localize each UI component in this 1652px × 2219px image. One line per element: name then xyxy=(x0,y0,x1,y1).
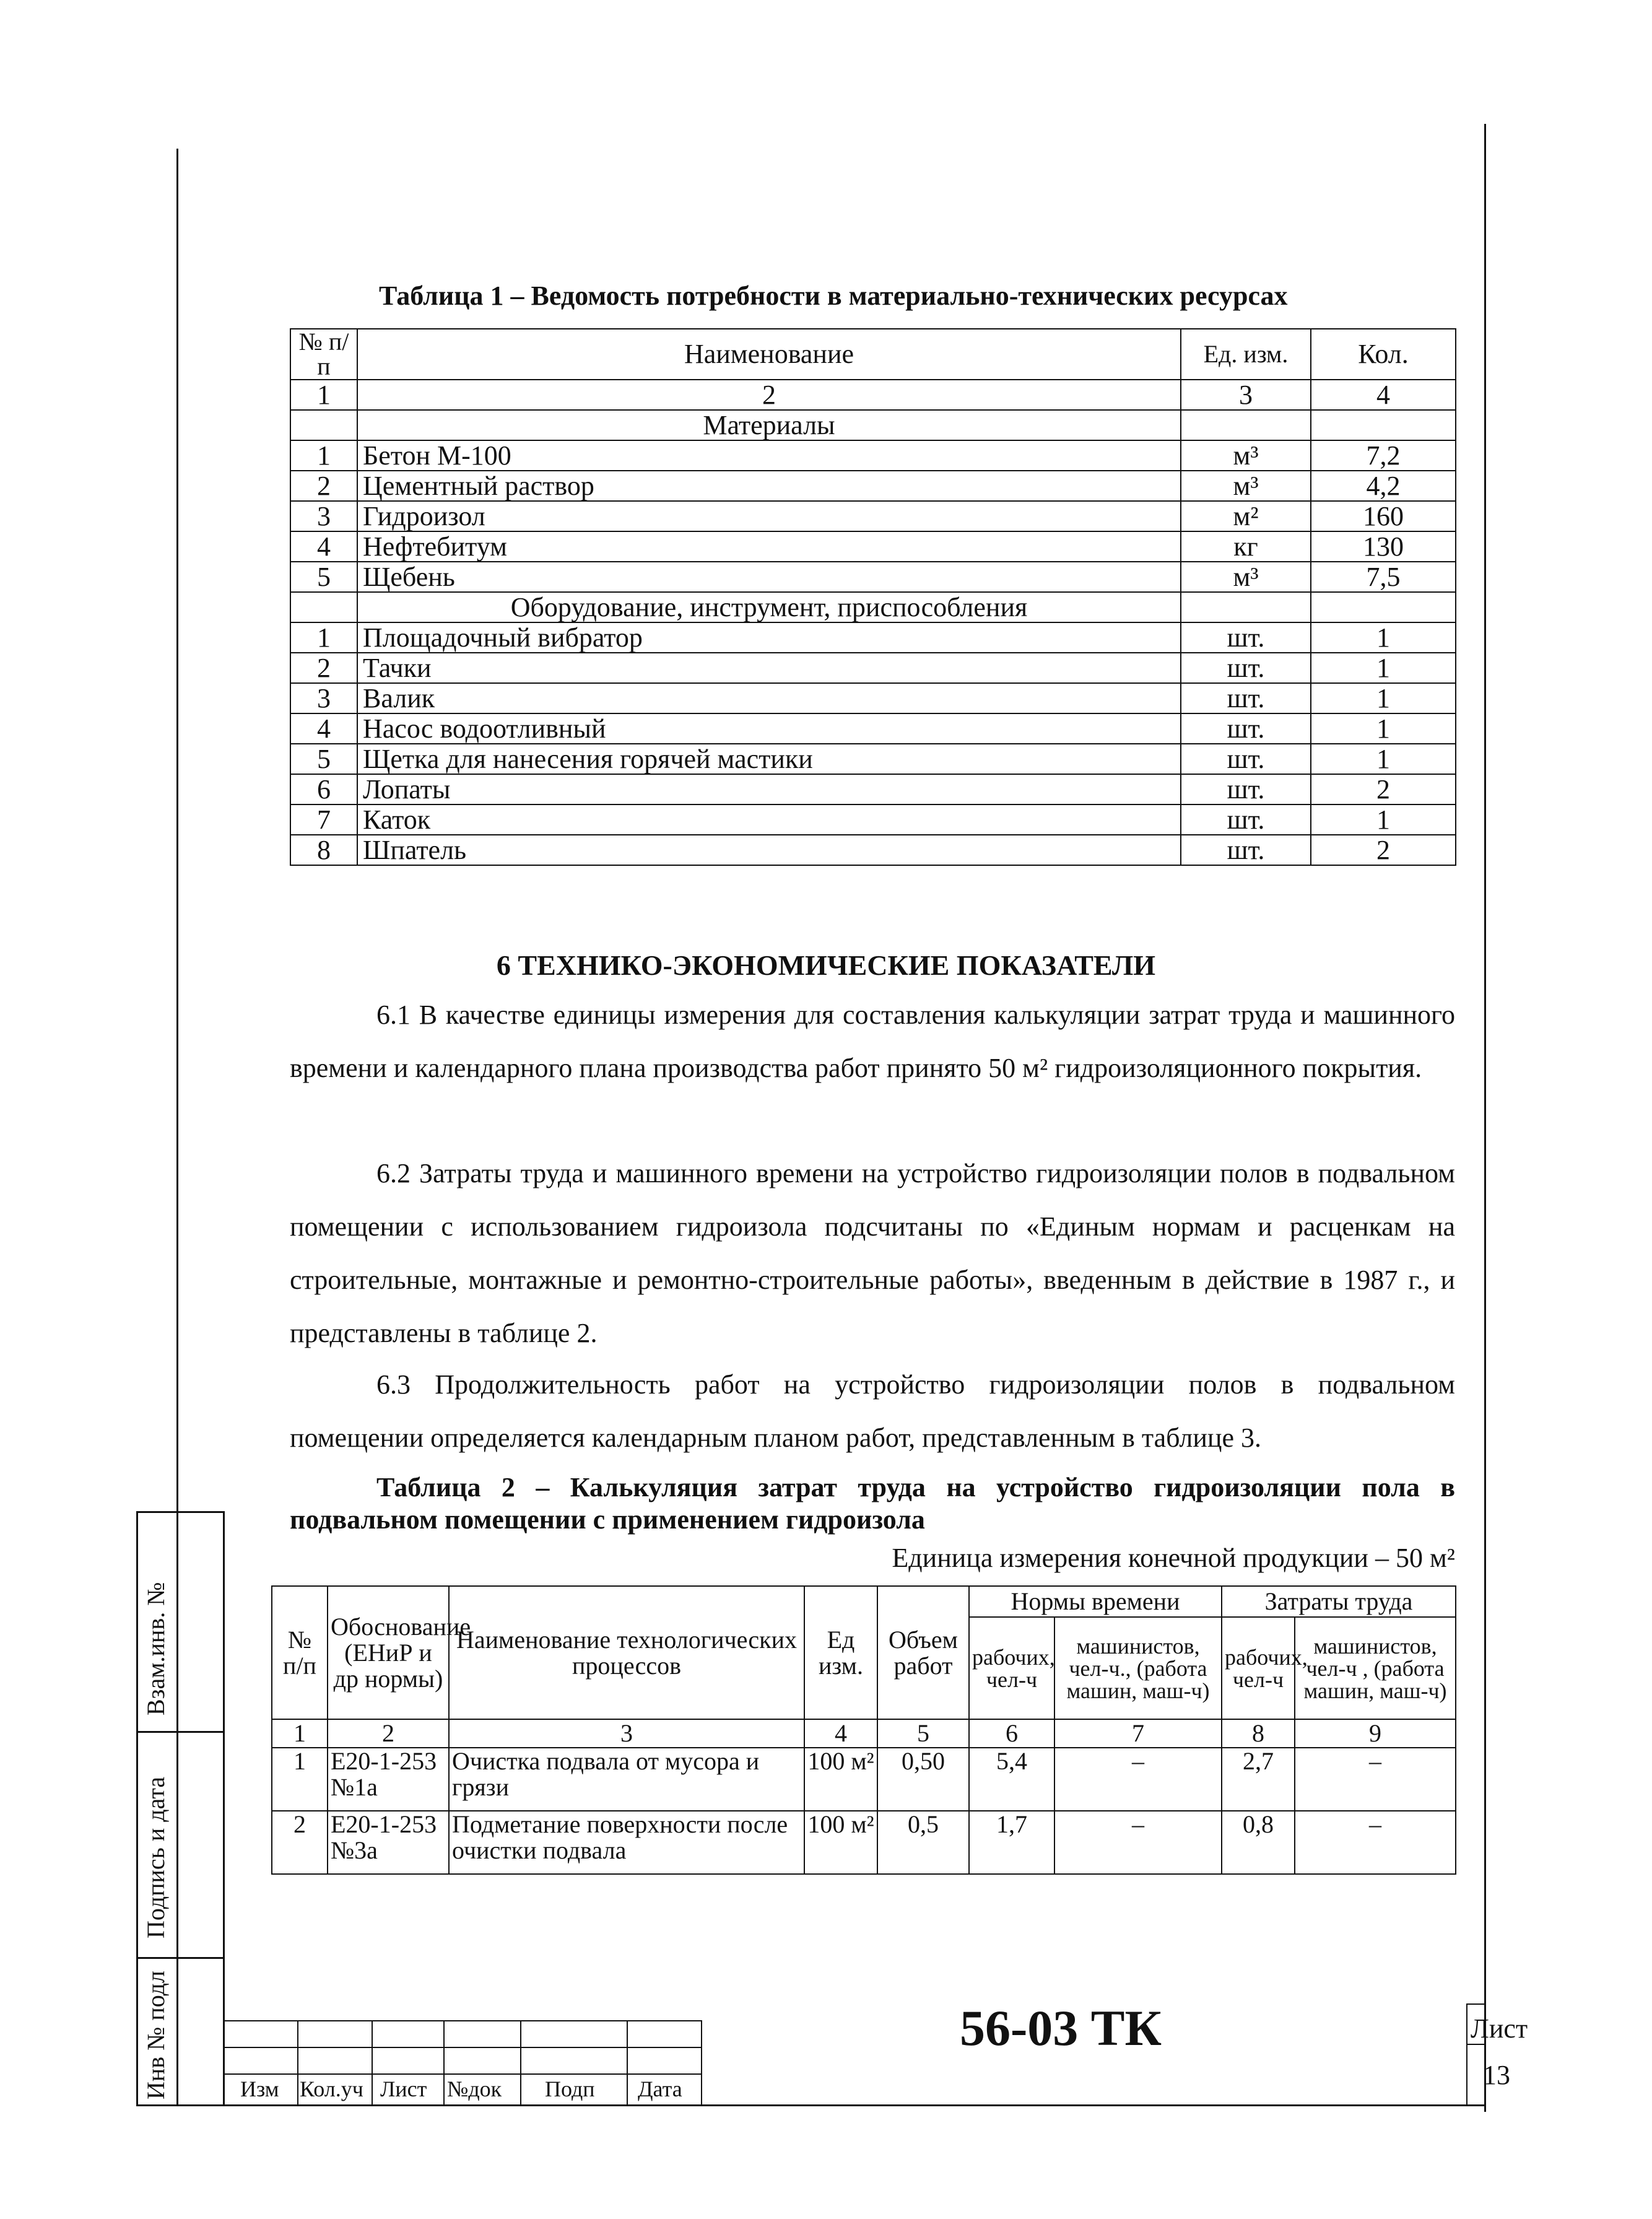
table-row xyxy=(290,562,1456,592)
titleblock-row-line-2 xyxy=(224,2047,701,2048)
margin-inner-line xyxy=(136,1511,138,2106)
table-row xyxy=(290,804,1456,835)
table1-cell-n: 7 xyxy=(290,804,357,835)
table1-cell-name: Цементный раствор xyxy=(357,471,1181,501)
table1 xyxy=(290,328,1456,866)
table1-cell-n: 8 xyxy=(290,835,357,865)
table1-cell-qty: 1 xyxy=(1311,713,1456,744)
table1-cell-name: Валик xyxy=(357,683,1181,713)
table1-section-equipment xyxy=(290,592,1456,622)
table2-cell-n: 2 xyxy=(272,1811,328,1874)
table1-colnum: 1 xyxy=(290,380,357,410)
table2-cell-basis: Е20-1-253 №3а xyxy=(328,1811,449,1874)
table1-caption: Таблица 1 – Ведомость потребности в материально-технических ресурсах xyxy=(379,281,1288,311)
document-code: 56-03 ТК xyxy=(960,2000,1162,2056)
section6-title: 6 ТЕХНИКО-ЭКОНОМИЧЕСКИЕ ПОКАЗАТЕЛИ xyxy=(496,949,1156,981)
table1-cell-qty: 1 xyxy=(1311,683,1456,713)
table1-colnum-row xyxy=(290,380,1456,410)
table-row xyxy=(290,440,1456,471)
titleblock-label-ndok: №док xyxy=(447,2077,502,2101)
table-row xyxy=(290,683,1456,713)
table1-cell-qty: 1 xyxy=(1311,622,1456,653)
table2-cell-unit: 100 м² xyxy=(804,1748,877,1811)
table1-cell-unit: шт. xyxy=(1181,835,1311,865)
table-row xyxy=(290,531,1456,562)
table1-cell-name: Нефтебитум xyxy=(357,531,1181,562)
titleblock-row-line-3 xyxy=(224,2073,701,2075)
table1-cell-unit: шт. xyxy=(1181,653,1311,683)
table2-header-name: Наименование технологических процессов xyxy=(449,1586,804,1719)
table1-cell-unit: м³ xyxy=(1181,440,1311,471)
table2-cell-volume: 0,50 xyxy=(877,1748,969,1811)
table1-cell-name: Каток xyxy=(357,804,1181,835)
table2-cell-cost-workers: 0,8 xyxy=(1222,1811,1295,1874)
table1-cell-qty: 1 xyxy=(1311,653,1456,683)
table1-cell-n: 1 xyxy=(290,622,357,653)
table1-cell-qty: 4,2 xyxy=(1311,471,1456,501)
table1-header-qty: Кол. xyxy=(1311,329,1456,380)
table2-colnum: 4 xyxy=(804,1719,877,1748)
titleblock-col-line-6 xyxy=(701,2020,702,2106)
table1-cell-n: 6 xyxy=(290,774,357,804)
table1-cell-n: 5 xyxy=(290,562,357,592)
table2-colnum: 6 xyxy=(969,1719,1054,1748)
table1-cell-unit: шт. xyxy=(1181,774,1311,804)
table1-section-materials xyxy=(290,410,1456,440)
table1-cell-name: Гидроизол xyxy=(357,501,1181,531)
table1-cell-unit: шт. xyxy=(1181,683,1311,713)
table2-cell-unit: 100 м² xyxy=(804,1811,877,1874)
table1-cell-name: Насос водоотливный xyxy=(357,713,1181,744)
table-row xyxy=(290,653,1456,683)
table2-cell-n: 1 xyxy=(272,1748,328,1811)
titleblock-sheet-label: Лист xyxy=(1471,2013,1528,2044)
table1-section-equipment-label: Оборудование, инструмент, приспособления xyxy=(357,592,1181,622)
table2-cell-machinists: – xyxy=(1054,1748,1222,1811)
section6-paragraph-2 xyxy=(290,1147,1455,1360)
table2-cell-machinists: – xyxy=(1054,1811,1222,1874)
table2-header-machinists-cost: машинистов, чел-ч , (работа машин, маш-ч) xyxy=(1295,1617,1456,1719)
table1-cell-qty: 160 xyxy=(1311,501,1456,531)
table1-cell-n: 3 xyxy=(290,501,357,531)
table1-cell-qty: 1 xyxy=(1311,804,1456,835)
table1-cell-unit: м² xyxy=(1181,501,1311,531)
table2-colnum: 5 xyxy=(877,1719,969,1748)
section6-paragraph-1 xyxy=(290,988,1455,1095)
table1-cell-qty: 7,2 xyxy=(1311,440,1456,471)
frame-left-outer-line xyxy=(223,1511,225,2106)
table1-colnum: 3 xyxy=(1181,380,1311,410)
titleblock-label-data: Дата xyxy=(638,2077,682,2101)
titleblock-sheet-number: 13 xyxy=(1483,2060,1510,2090)
table2-colnum: 3 xyxy=(449,1719,804,1748)
section6-p2-text: 6.2 Затраты труда и машинного времени на устройство гидроизоляции полов в подвальном помещении с использованием гидроизола подсчитаны по «Единым нормам и расценкам на строительные, монтажные и ремонтно-строительные работы», введенным в действие в 1987 г., и представлены в таблице 2. xyxy=(290,1158,1455,1348)
table1-cell-unit: шт. xyxy=(1181,713,1311,744)
table1-header-name: Наименование xyxy=(357,329,1181,380)
table2-colnum: 9 xyxy=(1295,1719,1456,1748)
table2-header-basis: Обоснование (ЕНиР и др нормы) xyxy=(328,1586,449,1719)
table1-colnum: 4 xyxy=(1311,380,1456,410)
table2-cell-cost-machinists: – xyxy=(1295,1748,1456,1811)
table1-cell-name: Площадочный вибратор xyxy=(357,622,1181,653)
table1-cell-n: 3 xyxy=(290,683,357,713)
table2-colnum-row xyxy=(272,1719,1456,1748)
titleblock-col-line-3 xyxy=(443,2020,445,2106)
titleblock-label-list: Лист xyxy=(380,2077,427,2101)
table2-header-costs: Затраты труда xyxy=(1222,1586,1456,1617)
table1-cell-name: Тачки xyxy=(357,653,1181,683)
table1-cell-n: 2 xyxy=(290,653,357,683)
table2-cell-cost-workers: 2,7 xyxy=(1222,1748,1295,1811)
table-row xyxy=(290,622,1456,653)
table-row xyxy=(290,774,1456,804)
table2-caption xyxy=(290,1471,1455,1536)
table2-colnum: 7 xyxy=(1054,1719,1222,1748)
table1-cell-unit: шт. xyxy=(1181,744,1311,774)
margin-vzam-label: Взам.инв. № xyxy=(142,1582,170,1715)
margin-divider-1 xyxy=(136,1511,224,1513)
table2-header-norms: Нормы времени xyxy=(969,1586,1222,1617)
table2-colnum: 1 xyxy=(272,1719,328,1748)
table1-cell-n: 5 xyxy=(290,744,357,774)
table1-cell-unit: шт. xyxy=(1181,804,1311,835)
table2-colnum: 2 xyxy=(328,1719,449,1748)
frame-left-line xyxy=(176,149,178,2106)
table1-cell-unit: шт. xyxy=(1181,622,1311,653)
table2-cell-volume: 0,5 xyxy=(877,1811,969,1874)
table-row xyxy=(290,835,1456,865)
table-row xyxy=(290,744,1456,774)
table2-cell-workers: 5,4 xyxy=(969,1748,1054,1811)
margin-inv-podl-label: Инв № подл xyxy=(142,1971,170,2099)
table2-unit-note: Единица измерения конечной продукции – 50 м² xyxy=(892,1543,1455,1573)
table2-caption-text: Таблица 2 – Калькуляция затрат труда на устройство гидроизоляции пола в подвальном помещении с применением гидроизола xyxy=(290,1472,1455,1535)
table2-header-volume: Объем работ xyxy=(877,1586,969,1719)
table2-cell-cost-machinists: – xyxy=(1295,1811,1456,1874)
frame-bottom-line xyxy=(136,2104,1486,2106)
table-row xyxy=(290,501,1456,531)
table1-colnum: 2 xyxy=(357,380,1181,410)
table-row xyxy=(272,1811,1456,1874)
table1-cell-qty: 7,5 xyxy=(1311,562,1456,592)
table1-cell-qty: 2 xyxy=(1311,774,1456,804)
table1-cell-n: 1 xyxy=(290,440,357,471)
table1-cell-name: Бетон М-100 xyxy=(357,440,1181,471)
table2-header-n: № п/п xyxy=(272,1586,328,1719)
table2-cell-name: Очистка подвала от мусора и грязи xyxy=(449,1748,804,1811)
table2-header-unit: Ед изм. xyxy=(804,1586,877,1719)
titleblock-top-line xyxy=(224,2020,701,2021)
table-row xyxy=(290,713,1456,744)
margin-divider-3 xyxy=(136,1957,224,1959)
titleblock-col-line-1 xyxy=(297,2020,298,2106)
table2-header-machinists-norm: машинистов, чел-ч., (работа машин, маш-ч) xyxy=(1054,1617,1222,1719)
table1-cell-unit: м³ xyxy=(1181,471,1311,501)
titleblock-col-line-2 xyxy=(372,2020,373,2106)
frame-right-line xyxy=(1484,124,1486,2112)
table2-cell-basis: Е20-1-253 №1а xyxy=(328,1748,449,1811)
table2-cell-name: Подметание поверхности после очистки подвала xyxy=(449,1811,804,1874)
table2 xyxy=(271,1585,1456,1875)
table1-section-materials-label: Материалы xyxy=(357,410,1181,440)
table2-header-workers: рабочих, чел-ч xyxy=(969,1617,1054,1719)
table-row xyxy=(290,471,1456,501)
titleblock-label-podp: Подп xyxy=(545,2077,595,2101)
table1-cell-name: Шпатель xyxy=(357,835,1181,865)
margin-divider-2 xyxy=(136,1731,224,1733)
table1-cell-n: 4 xyxy=(290,713,357,744)
table1-header-n: № п/п xyxy=(290,329,357,380)
titleblock-col-line-4 xyxy=(520,2020,521,2106)
titleblock-label-kolvo: Кол.уч xyxy=(300,2077,363,2101)
table1-cell-n: 2 xyxy=(290,471,357,501)
table1-header-unit: Ед. изм. xyxy=(1181,329,1311,380)
table2-cell-workers: 1,7 xyxy=(969,1811,1054,1874)
section6-p3-text: 6.3 Продолжительность работ на устройство гидроизоляции полов в подвальном помещении определяется календарным планом работ, представленным в таблице 3. xyxy=(290,1369,1455,1453)
titleblock-col-line-5 xyxy=(627,2020,628,2106)
table1-cell-n: 4 xyxy=(290,531,357,562)
section6-p1-text: 6.1 В качестве единицы измерения для составления калькуляции затрат труда и машинного времени и календарного плана производства работ принято 50 м² гидроизоляционного покрытия. xyxy=(290,1000,1455,1083)
table1-header-row xyxy=(290,329,1456,380)
table2-colnum: 8 xyxy=(1222,1719,1295,1748)
table1-cell-unit: кг xyxy=(1181,531,1311,562)
margin-sign-date-label: Подпись и дата xyxy=(142,1776,170,1938)
table1-cell-name: Щетка для нанесения горячей мастики xyxy=(357,744,1181,774)
table1-cell-qty: 2 xyxy=(1311,835,1456,865)
table2-header-workers-cost: рабочих, чел-ч xyxy=(1222,1617,1295,1719)
titleblock-sheet-col-line xyxy=(1466,2003,1467,2106)
table1-cell-qty: 1 xyxy=(1311,744,1456,774)
section6-paragraph-3 xyxy=(290,1358,1455,1465)
titleblock-sheet-top-line xyxy=(1466,2003,1486,2005)
table-row xyxy=(272,1748,1456,1811)
table2-header-row-1 xyxy=(272,1586,1456,1617)
table1-cell-name: Щебень xyxy=(357,562,1181,592)
table1-cell-name: Лопаты xyxy=(357,774,1181,804)
titleblock-label-izm: Изм xyxy=(240,2077,279,2101)
table1-cell-unit: м³ xyxy=(1181,562,1311,592)
table1-cell-qty: 130 xyxy=(1311,531,1456,562)
